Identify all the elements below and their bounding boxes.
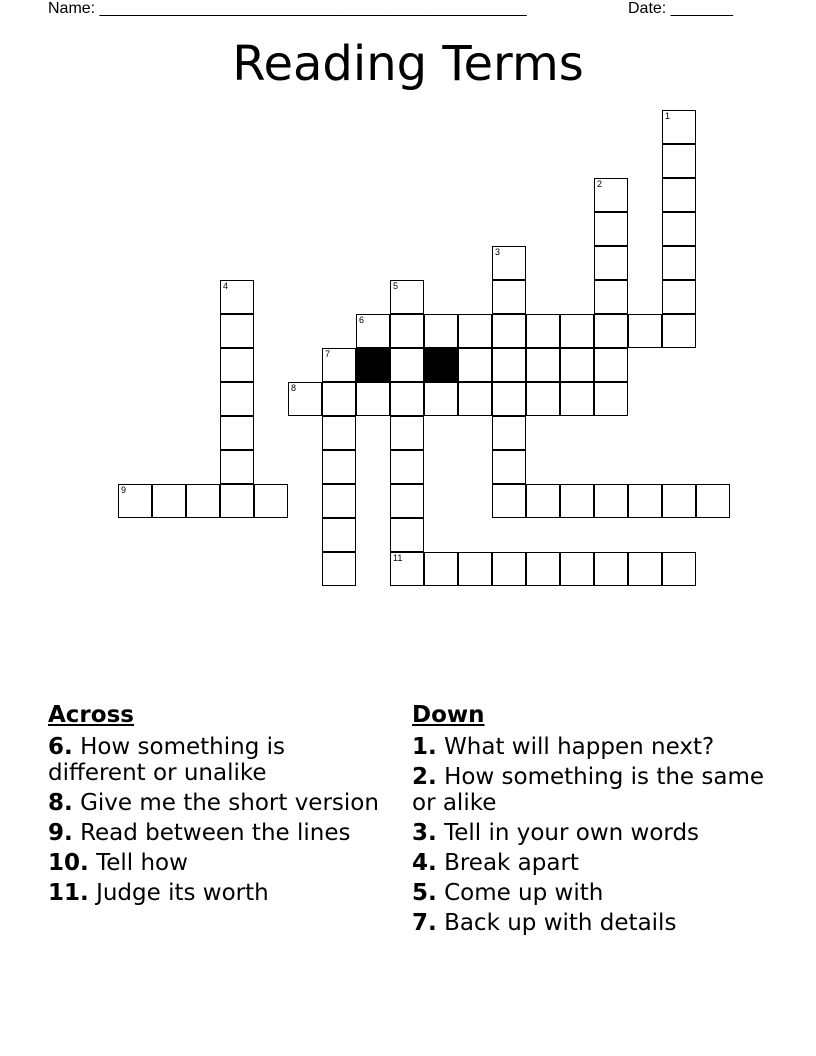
down-clues xyxy=(412,702,772,940)
crossword-cell[interactable] xyxy=(492,314,526,348)
crossword-cell[interactable] xyxy=(526,348,560,382)
black-square xyxy=(356,348,390,382)
crossword-cell[interactable] xyxy=(118,484,152,518)
clue-number-label: 5 xyxy=(393,281,399,291)
clue-number: 2. xyxy=(412,764,437,790)
clue-number-label: 6 xyxy=(359,315,365,325)
crossword-cell[interactable] xyxy=(662,552,696,586)
clue-text: Tell in your own words xyxy=(444,820,700,846)
crossword-cell[interactable] xyxy=(390,382,424,416)
down-clue xyxy=(412,880,772,906)
crossword-cell[interactable] xyxy=(662,484,696,518)
crossword-cell[interactable] xyxy=(594,280,628,314)
across-clues xyxy=(48,702,388,910)
crossword-cell[interactable] xyxy=(662,144,696,178)
down-clue xyxy=(412,910,772,936)
crossword-cell[interactable] xyxy=(322,348,356,382)
clue-text: Back up with details xyxy=(444,910,677,936)
crossword-cell[interactable] xyxy=(594,212,628,246)
clue-number-label: 4 xyxy=(223,281,229,291)
crossword-cell[interactable] xyxy=(492,416,526,450)
crossword-cell[interactable] xyxy=(322,518,356,552)
crossword-cell[interactable] xyxy=(390,416,424,450)
crossword-cell[interactable] xyxy=(526,484,560,518)
crossword-cell[interactable] xyxy=(526,314,560,348)
down-heading: Down xyxy=(412,702,485,728)
crossword-cell[interactable] xyxy=(662,110,696,144)
clue-text: Give me the short version xyxy=(80,790,379,816)
down-clue xyxy=(412,850,772,876)
clue-text: What will happen next? xyxy=(444,734,715,760)
crossword-cell[interactable] xyxy=(458,552,492,586)
crossword-cell[interactable] xyxy=(628,484,662,518)
crossword-cell[interactable] xyxy=(220,416,254,450)
clue-number: 3. xyxy=(412,820,437,846)
crossword-cell[interactable] xyxy=(254,484,288,518)
clue-number: 1. xyxy=(412,734,437,760)
clue-number: 9. xyxy=(48,820,73,846)
crossword-cell[interactable] xyxy=(560,348,594,382)
crossword-cell[interactable] xyxy=(492,450,526,484)
crossword-cell[interactable] xyxy=(696,484,730,518)
crossword-cell[interactable] xyxy=(458,348,492,382)
across-clue xyxy=(48,734,388,786)
clue-number: 7. xyxy=(412,910,437,936)
crossword-cell[interactable] xyxy=(220,280,254,314)
crossword-cell[interactable] xyxy=(390,314,424,348)
crossword-cell[interactable] xyxy=(424,552,458,586)
crossword-cell[interactable] xyxy=(390,348,424,382)
clue-number-label: 11 xyxy=(393,553,403,563)
black-square xyxy=(424,348,458,382)
crossword-cell[interactable] xyxy=(662,314,696,348)
clue-text: Break apart xyxy=(444,850,579,876)
crossword-cell[interactable] xyxy=(560,382,594,416)
clue-text: Judge its worth xyxy=(96,880,269,906)
clue-number-label: 7 xyxy=(325,349,331,359)
crossword-cell[interactable] xyxy=(662,280,696,314)
down-clue xyxy=(412,734,772,760)
crossword-cell[interactable] xyxy=(220,348,254,382)
clue-number: 10. xyxy=(48,850,89,876)
crossword-cell[interactable] xyxy=(390,518,424,552)
date-field: Date: _______ xyxy=(628,0,733,17)
name-field: Name: ________________________________________________ xyxy=(48,0,527,17)
crossword-cell[interactable] xyxy=(458,382,492,416)
across-clue xyxy=(48,850,388,876)
crossword-cell[interactable] xyxy=(424,314,458,348)
crossword-cell[interactable] xyxy=(560,552,594,586)
clue-text: Tell how xyxy=(96,850,188,876)
crossword-cell[interactable] xyxy=(356,314,390,348)
clue-text: How something is the same or alike xyxy=(412,764,765,816)
clue-number: 4. xyxy=(412,850,437,876)
crossword-cell[interactable] xyxy=(526,552,560,586)
crossword-cell[interactable] xyxy=(322,416,356,450)
clue-number-label: 3 xyxy=(495,247,501,257)
across-clue xyxy=(48,820,388,846)
across-heading: Across xyxy=(48,702,134,728)
page-title: Reading Terms xyxy=(232,36,584,92)
crossword-cell[interactable] xyxy=(662,178,696,212)
crossword-cell[interactable] xyxy=(594,382,628,416)
crossword-cell[interactable] xyxy=(390,280,424,314)
crossword-cell[interactable] xyxy=(186,484,220,518)
clue-number-label: 8 xyxy=(291,383,297,393)
crossword-cell[interactable] xyxy=(594,246,628,280)
clue-number: 6. xyxy=(48,734,73,760)
crossword-cell[interactable] xyxy=(220,484,254,518)
crossword-cell[interactable] xyxy=(492,280,526,314)
crossword-cell[interactable] xyxy=(526,382,560,416)
crossword-cell[interactable] xyxy=(322,484,356,518)
crossword-cell[interactable] xyxy=(628,314,662,348)
down-clue xyxy=(412,820,772,846)
crossword-cell[interactable] xyxy=(492,246,526,280)
crossword-cell[interactable] xyxy=(220,382,254,416)
crossword-cell[interactable] xyxy=(390,450,424,484)
crossword-cell[interactable] xyxy=(560,314,594,348)
crossword-cell[interactable] xyxy=(662,212,696,246)
crossword-cell[interactable] xyxy=(390,552,424,586)
clue-number: 8. xyxy=(48,790,73,816)
clue-text: Read between the lines xyxy=(80,820,351,846)
crossword-cell[interactable] xyxy=(594,348,628,382)
crossword-cell[interactable] xyxy=(628,552,662,586)
crossword-cell[interactable] xyxy=(594,178,628,212)
crossword-cell[interactable] xyxy=(322,450,356,484)
crossword-cell[interactable] xyxy=(662,246,696,280)
crossword-cell[interactable] xyxy=(458,314,492,348)
crossword-cell[interactable] xyxy=(288,382,322,416)
clue-number: 5. xyxy=(412,880,437,906)
crossword-cell[interactable] xyxy=(594,552,628,586)
clue-text: Come up with xyxy=(444,880,604,906)
crossword-cell[interactable] xyxy=(492,484,526,518)
crossword-cell[interactable] xyxy=(356,382,390,416)
crossword-cell[interactable] xyxy=(594,314,628,348)
down-clue xyxy=(412,764,772,816)
crossword-cell[interactable] xyxy=(152,484,186,518)
crossword-cell[interactable] xyxy=(560,484,594,518)
crossword-cell[interactable] xyxy=(220,314,254,348)
across-clue xyxy=(48,790,388,816)
crossword-cell[interactable] xyxy=(424,382,458,416)
crossword-cell[interactable] xyxy=(492,348,526,382)
clue-number-label: 1 xyxy=(665,111,671,121)
crossword-cell[interactable] xyxy=(390,484,424,518)
crossword-cell[interactable] xyxy=(220,450,254,484)
clue-number-label: 2 xyxy=(597,179,603,189)
crossword-cell[interactable] xyxy=(322,382,356,416)
clue-number-label: 9 xyxy=(121,485,127,495)
across-clue xyxy=(48,880,388,906)
crossword-cell[interactable] xyxy=(594,484,628,518)
crossword-cell[interactable] xyxy=(322,552,356,586)
crossword-cell[interactable] xyxy=(492,552,526,586)
clue-number: 11. xyxy=(48,880,89,906)
crossword-cell[interactable] xyxy=(492,382,526,416)
clue-text: How something is different or unalike xyxy=(48,734,286,786)
